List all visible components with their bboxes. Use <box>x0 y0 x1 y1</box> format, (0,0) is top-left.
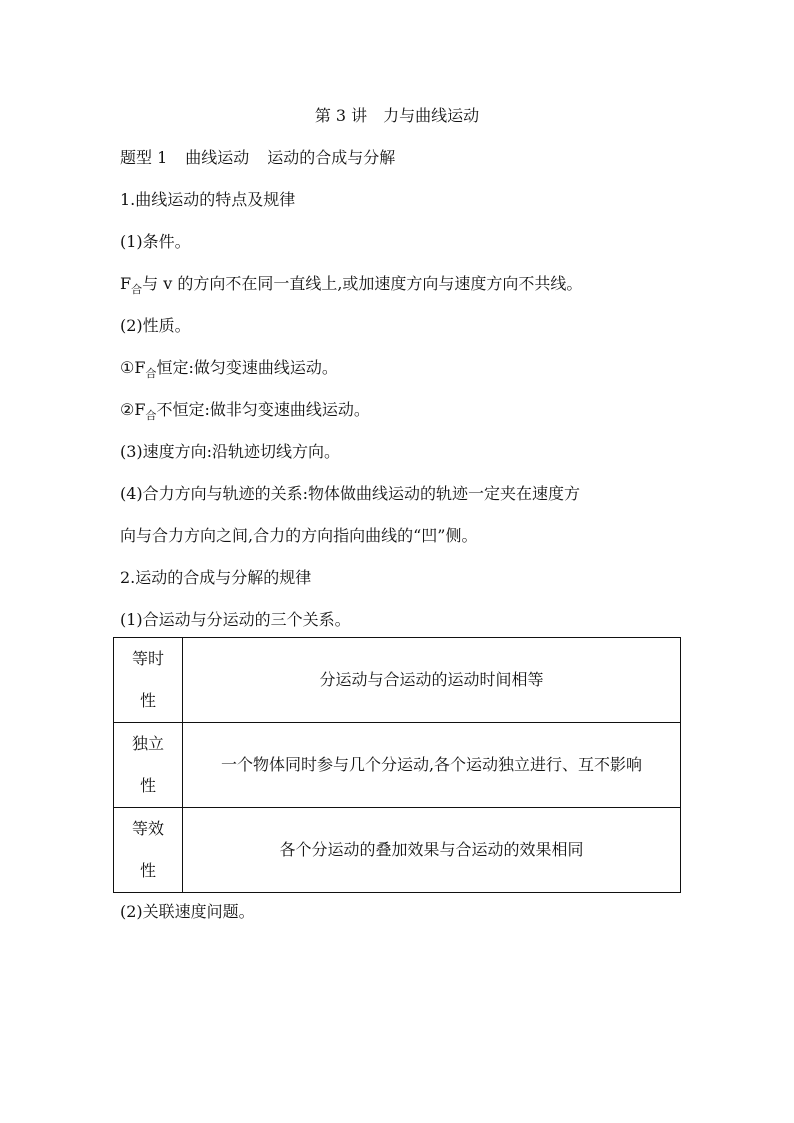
item-condition: (1)条件。 <box>120 232 191 251</box>
condition-rest: 与 v 的方向不在同一直线上,或加速度方向与速度方向不共线。 <box>142 274 583 293</box>
table-row <box>114 723 681 808</box>
table-key: 等时性 <box>131 649 164 710</box>
property-2-text: 不恒定:做非匀变速曲线运动。 <box>156 400 370 419</box>
table-value-cell <box>183 723 681 808</box>
table-key: 等效性 <box>131 819 164 880</box>
table-value: 分运动与合运动的运动时间相等 <box>319 670 544 689</box>
table-value-cell <box>183 638 681 723</box>
property-1-subscript: 合 <box>145 367 157 380</box>
table-key-cell <box>114 808 183 893</box>
section-heading <box>120 148 395 168</box>
table-row <box>114 638 681 723</box>
property-1-prefix: ①F <box>120 358 146 377</box>
item-three-relations: (1)合运动与分运动的三个关系。 <box>120 610 351 629</box>
condition-text <box>120 274 582 300</box>
item-velocity-direction: (3)速度方向:沿轨迹切线方向。 <box>120 442 341 461</box>
item-force-trajectory-a: (4)合力方向与轨迹的关系:物体做曲线运动的轨迹一定夹在速度方 <box>120 484 581 503</box>
table-key-cell <box>114 638 183 723</box>
heading-composition: 2.运动的合成与分解的规律 <box>120 568 312 587</box>
property-2-prefix: ②F <box>120 400 146 419</box>
table-key: 独立性 <box>131 734 164 795</box>
force-subscript: 合 <box>131 283 143 296</box>
relations-table <box>113 637 681 893</box>
section-label: 题型 1 <box>120 148 168 167</box>
table-value-cell <box>183 808 681 893</box>
item-related-velocity: (2)关联速度问题。 <box>120 902 255 921</box>
table-key-cell <box>114 723 183 808</box>
property-1 <box>120 358 338 384</box>
table-row <box>114 808 681 893</box>
section-name-2: 运动的合成与分解 <box>267 148 396 167</box>
force-symbol: F <box>120 274 132 293</box>
page-title: 第 3 讲 力与曲线运动 <box>314 106 480 125</box>
property-2 <box>120 400 370 426</box>
property-1-text: 恒定:做匀变速曲线运动。 <box>156 358 338 377</box>
item-property: (2)性质。 <box>120 316 191 335</box>
property-2-subscript: 合 <box>145 409 157 422</box>
table-value: 各个分运动的叠加效果与合运动的效果相同 <box>279 840 584 859</box>
section-name-1: 曲线运动 <box>185 148 250 167</box>
item-force-trajectory-b: 向与合力方向之间,合力的方向指向曲线的“凹”侧。 <box>120 526 478 545</box>
table-value: 一个物体同时参与几个分运动,各个运动独立进行、互不影响 <box>220 755 643 774</box>
heading-curvilinear-motion: 1.曲线运动的特点及规律 <box>120 190 296 209</box>
